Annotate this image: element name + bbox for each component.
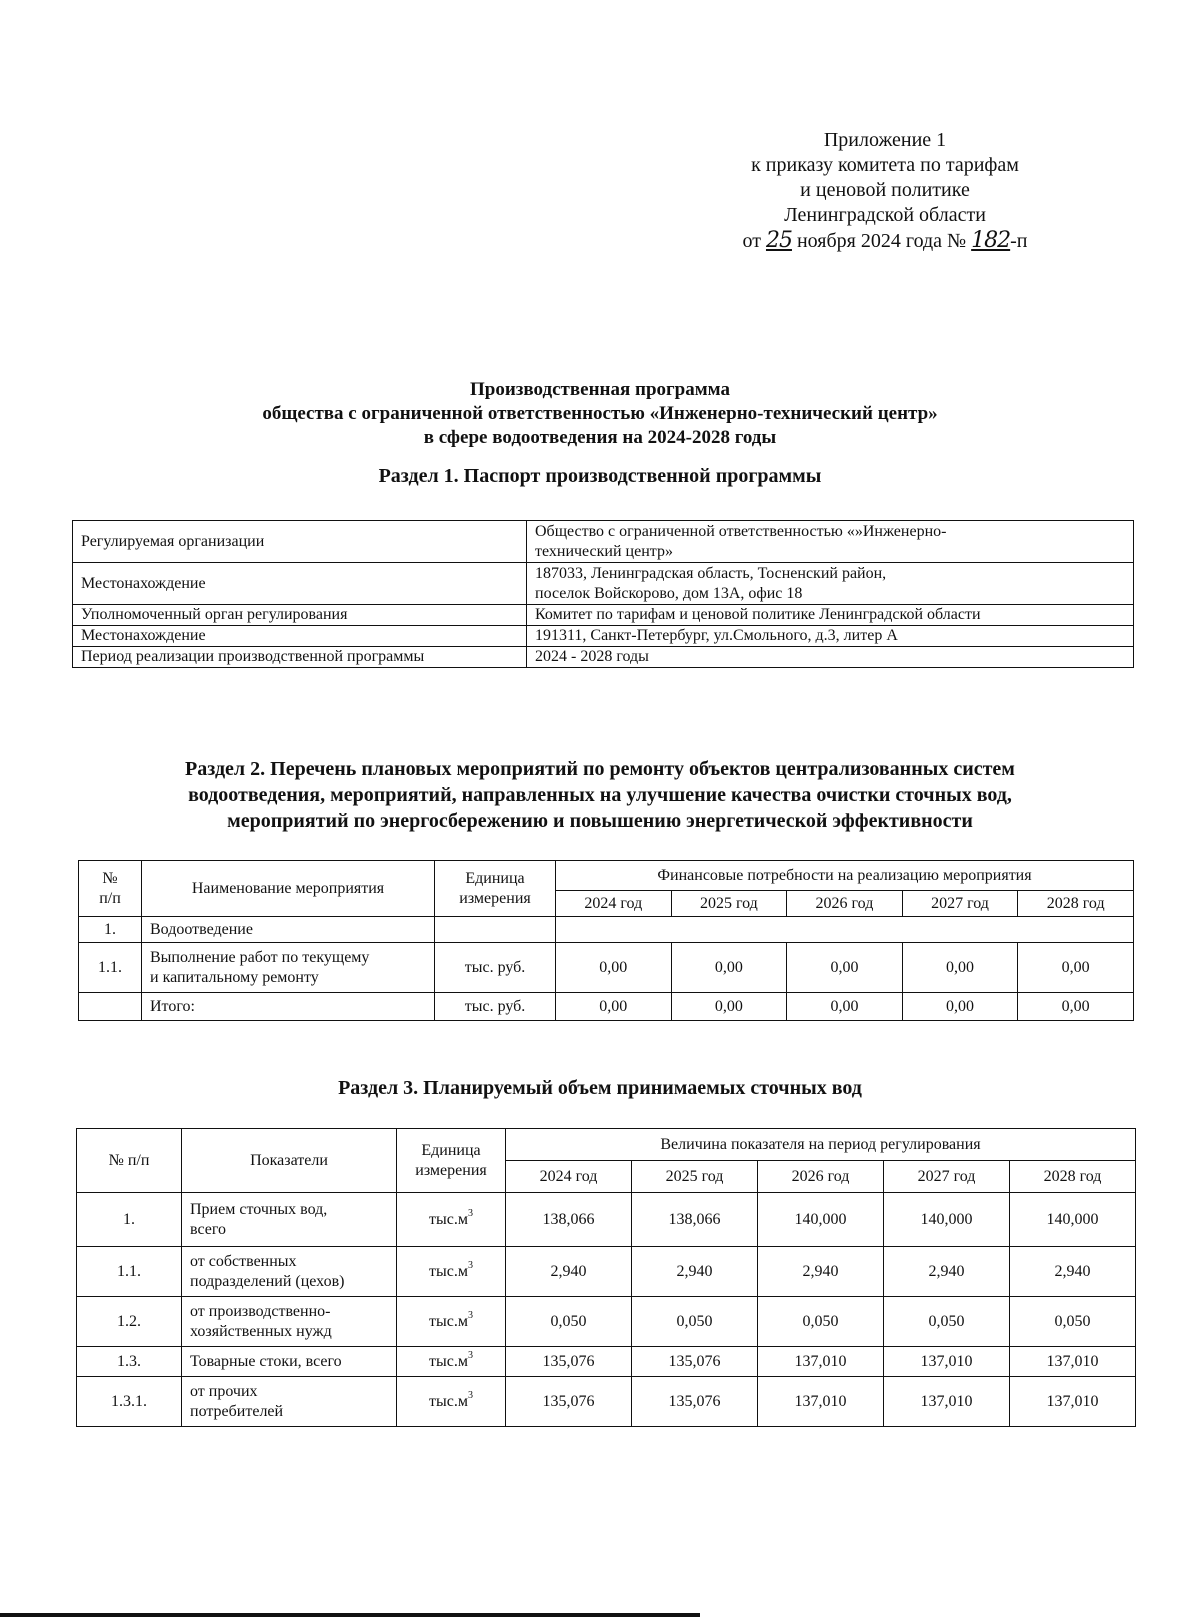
section2-title: Раздел 2. Перечень плановых мероприятий по ремонту объектов централизованных систем водоотведения, мероприятий, направленных на улучшение качества очистки сточных вод, мероприятий по энергосбережению и повышению энергетической эффективности [185, 758, 1015, 832]
row-label: Местонахождение [73, 563, 527, 605]
cell-name: Товарные стоки, всего [182, 1347, 397, 1377]
cell-value: 0,00 [787, 943, 903, 993]
cell-value: 0,00 [1018, 943, 1134, 993]
document-title [0, 378, 1200, 450]
row-label: Период реализации производственной программы [73, 647, 527, 668]
col-name: Показатели [182, 1129, 397, 1193]
cell-value: 140,000 [884, 1193, 1010, 1247]
col-group-finance: Финансовые потребности на реализацию мероприятия [556, 861, 1134, 891]
col-year: 2027 год [884, 1161, 1010, 1193]
col-year: 2026 год [787, 891, 903, 917]
row-label: Регулируемая организации [73, 521, 527, 563]
table-row [79, 917, 1134, 943]
activities-table [78, 860, 1134, 1021]
appendix-line: Ленинградской области [784, 204, 986, 226]
cell-value: 140,000 [1010, 1193, 1136, 1247]
appendix-line: к приказу комитета по тарифам [751, 154, 1019, 176]
table-row [73, 626, 1134, 647]
total-row [79, 993, 1134, 1021]
cell-empty [556, 917, 1134, 943]
cell-value: 0,050 [884, 1297, 1010, 1347]
cell-value: 140,000 [758, 1193, 884, 1247]
col-num: № п/п [77, 1129, 182, 1193]
cell-name: от собственных подразделений (цехов) [182, 1247, 397, 1297]
cell-value: 0,050 [632, 1297, 758, 1347]
appendix-header [700, 128, 1070, 254]
cell-value: 0,00 [1018, 993, 1134, 1021]
title-line: Производственная программа [470, 379, 730, 400]
cell-value: 135,076 [632, 1377, 758, 1427]
appendix-title: Приложение 1 [823, 129, 947, 151]
col-group-values: Величина показателя на период регулирования [506, 1129, 1136, 1161]
col-year: 2026 год [758, 1161, 884, 1193]
appendix-line: и ценовой политике [800, 179, 970, 201]
section1-title: Раздел 1. Паспорт производственной программы [378, 465, 822, 487]
cell-value: 138,066 [632, 1193, 758, 1247]
cell-value: 137,010 [1010, 1347, 1136, 1377]
cell-unit: $тыс.м^3$ [397, 1193, 506, 1247]
cell-num: 1. [79, 917, 142, 943]
handwritten-day: 25 [765, 228, 792, 253]
row-value: Комитет по тарифам и ценовой политике Ленинградской области [527, 605, 1134, 626]
col-year: 2028 год [1018, 891, 1134, 917]
table-row [79, 943, 1134, 993]
col-name: Наименование мероприятия [142, 861, 435, 917]
cell-unit: $тыс.м^3$ [397, 1377, 506, 1427]
cell-value: 2,940 [1010, 1247, 1136, 1297]
cell-num: 1.3. [77, 1347, 182, 1377]
col-year: 2027 год [902, 891, 1018, 917]
title-line: общества с ограниченной ответственностью «Инженерно-технический центр» [262, 403, 938, 424]
table-row [73, 605, 1134, 626]
cell-unit: $тыс.м^3$ [397, 1247, 506, 1297]
cell-value: 138,066 [506, 1193, 632, 1247]
cell-value: 2,940 [506, 1247, 632, 1297]
cell-name: Итого: [142, 993, 435, 1021]
row-value: 191311, Санкт-Петербург, ул.Смольного, д.3, литер А [527, 626, 1134, 647]
passport-table [72, 520, 1134, 668]
table-row [73, 647, 1134, 668]
table-row [77, 1297, 1136, 1347]
cell-value: 0,00 [787, 993, 903, 1021]
number-suffix: -п [1010, 230, 1028, 252]
cell-unit: $тыс.м^3$ [397, 1297, 506, 1347]
cell-unit [435, 917, 556, 943]
col-unit: Единица измерения [435, 861, 556, 917]
cell-value: 0,00 [671, 943, 787, 993]
cell-num: 1.1. [77, 1247, 182, 1297]
date-prefix: от [742, 230, 761, 252]
table-row [77, 1247, 1136, 1297]
row-label: Местонахождение [73, 626, 527, 647]
title-line: в сфере водоотведения на 2024-2028 годы [423, 427, 777, 448]
cell-value: 0,050 [758, 1297, 884, 1347]
cell-unit: тыс. руб. [435, 993, 556, 1021]
row-value: 187033, Ленинградская область, Тосненский район, поселок Войскорово, дом 13А, офис 18 [527, 563, 1134, 605]
table-row [77, 1347, 1136, 1377]
cell-value: 135,076 [632, 1347, 758, 1377]
cell-num [79, 993, 142, 1021]
cell-value: 137,010 [758, 1377, 884, 1427]
table-row [73, 521, 1134, 563]
cell-value: 0,00 [556, 943, 672, 993]
row-label: Уполномоченный орган регулирования [73, 605, 527, 626]
cell-name: Прием сточных вод, всего [182, 1193, 397, 1247]
cell-name: от прочих потребителей [182, 1377, 397, 1427]
col-year: 2025 год [671, 891, 787, 917]
cell-value: 2,940 [758, 1247, 884, 1297]
cell-unit: $тыс.м^3$ [397, 1347, 506, 1377]
cell-unit: тыс. руб. [435, 943, 556, 993]
cell-num: 1.1. [79, 943, 142, 993]
cell-value: 137,010 [1010, 1377, 1136, 1427]
col-year: 2024 год [506, 1161, 632, 1193]
cell-value: 0,00 [902, 943, 1018, 993]
cell-num: 1.3.1. [77, 1377, 182, 1427]
col-num: № п/п [79, 861, 142, 917]
wastewater-volume-table [76, 1128, 1136, 1427]
handwritten-order-number: 182 [971, 228, 1011, 253]
cell-name: Выполнение работ по текущему и капитальному ремонту [142, 943, 435, 993]
cell-value: 2,940 [884, 1247, 1010, 1297]
table-row [77, 1193, 1136, 1247]
row-value: Общество с ограниченной ответственностью «»Инженерно- технический центр» [527, 521, 1134, 563]
cell-value: 0,050 [506, 1297, 632, 1347]
col-year: 2024 год [556, 891, 672, 917]
cell-value: 135,076 [506, 1347, 632, 1377]
table-row [77, 1377, 1136, 1427]
col-unit: Единица измерения [397, 1129, 506, 1193]
header-row [77, 1129, 1136, 1161]
appendix-date-line [700, 228, 1070, 254]
cell-value: 137,010 [884, 1347, 1010, 1377]
scan-edge-divider [0, 1613, 700, 1617]
cell-name: Водоотведение [142, 917, 435, 943]
cell-value: 0,00 [902, 993, 1018, 1021]
cell-num: 1.2. [77, 1297, 182, 1347]
cell-value: 137,010 [884, 1377, 1010, 1427]
cell-value: 2,940 [632, 1247, 758, 1297]
cell-value: 0,00 [556, 993, 672, 1021]
row-value: 2024 - 2028 годы [527, 647, 1134, 668]
table-row [73, 563, 1134, 605]
col-year: 2025 год [632, 1161, 758, 1193]
header-row [79, 861, 1134, 891]
section3-title: Раздел 3. Планируемый объем принимаемых сточных вод [338, 1077, 862, 1099]
col-year: 2028 год [1010, 1161, 1136, 1193]
cell-value: 0,00 [671, 993, 787, 1021]
cell-value: 135,076 [506, 1377, 632, 1427]
cell-num: 1. [77, 1193, 182, 1247]
cell-value: 137,010 [758, 1347, 884, 1377]
date-middle: ноября 2024 года № [796, 230, 967, 252]
cell-value: 0,050 [1010, 1297, 1136, 1347]
cell-name: от производственно- хозяйственных нужд [182, 1297, 397, 1347]
